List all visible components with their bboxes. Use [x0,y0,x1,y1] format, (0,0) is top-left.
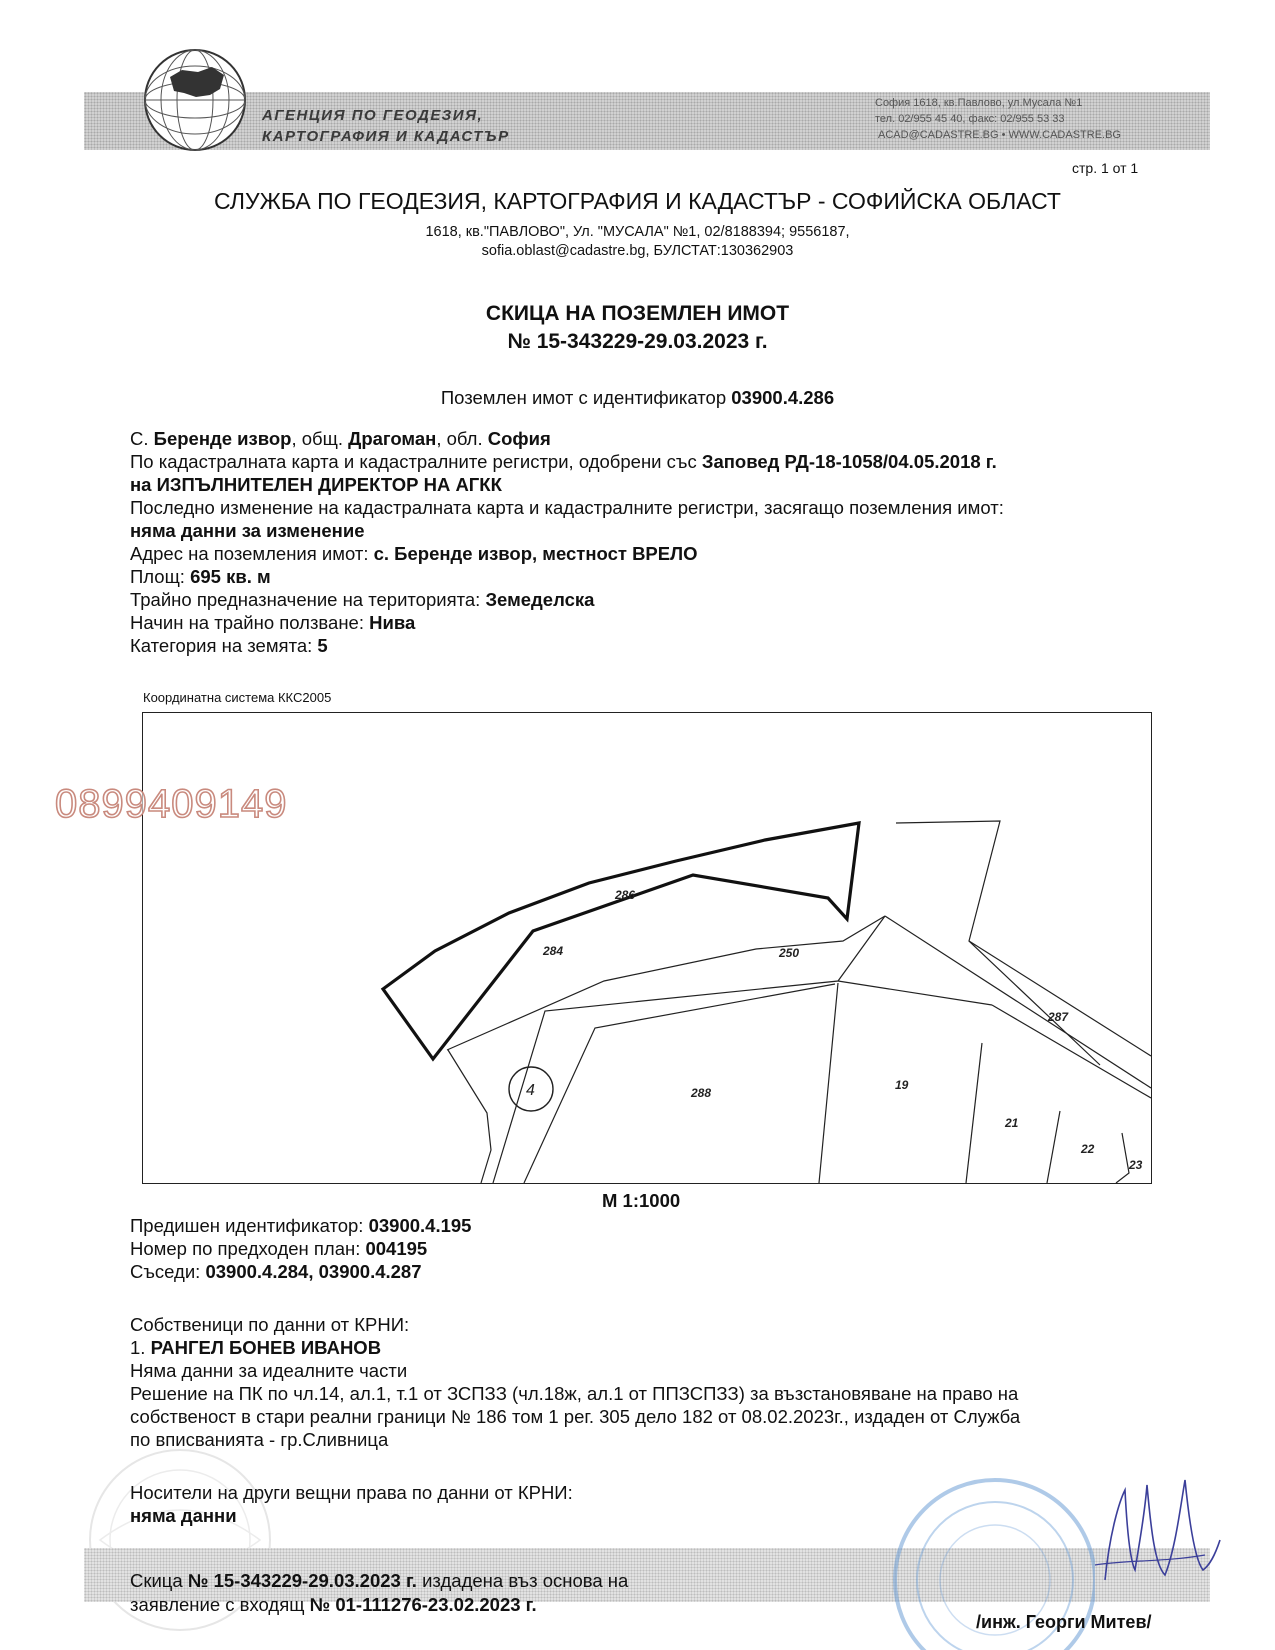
parcel-label-22: 22 [1081,1142,1095,1156]
parcel-label-288: 288 [691,1086,712,1100]
page-number: стр. 1 от 1 [1072,160,1139,176]
other-rights-heading: Носители на други вещни права по данни от КРНИ: [130,1482,573,1503]
agency-name-line2: КАРТОГРАФИЯ И КАДАСТЪР [262,128,510,145]
other-rights-text: няма данни [130,1505,237,1526]
approval-authority [130,474,502,496]
plan-number-label: Номер по предходен план: [130,1238,361,1259]
address-value: с. Беренде извор, местност ВРЕЛО [373,543,698,564]
parcel-boundary-lower-right [992,1005,1151,1098]
signatory-name: /инж. Георги Митев/ [976,1612,1152,1632]
approval-authority-text: на ИЗПЪЛНИТЕЛЕН ДИРЕКТОР НА АГКК [130,474,502,495]
map-drawing [143,713,1151,1183]
parcel-label-287: 287 [1048,1010,1069,1024]
phone-number-overlay: 0899409149 [55,782,288,826]
parcel-boundary-288-right [838,981,992,1005]
document-number: № 15-343229-29.03.2023 г. [507,330,768,353]
neighbours-value: 03900.4.284, 03900.4.287 [205,1261,422,1282]
signature [1085,1470,1225,1600]
area-line [130,566,271,588]
office-address-line2: sofia.oblast@cadastre.bg, БУЛСТАТ:130362903 [481,243,794,259]
owner-index: 1. [130,1337,146,1358]
document-title: СКИЦА НА ПОЗЕМЛЕН ИМОТ [485,302,790,325]
purpose-label: Трайно предназначение на територията: [130,589,481,610]
location-sep1: , общ. [291,428,343,449]
usage-label: Начин на трайно ползване: [130,612,364,633]
parcel-boundary-22 [1047,1111,1060,1183]
area-value: 695 кв. м [190,566,271,587]
parcel-label-284: 284 [543,944,564,958]
agency-phone-fax: тел. 02/955 45 40, факс: 02/955 53 33 [875,113,1065,125]
issued-number: № 15-343229-29.03.2023 г. [187,1570,417,1591]
usage-value: Нива [369,612,416,633]
parcel-label-250: 250 [779,946,800,960]
application-number: № 01-111276-23.02.2023 г. [309,1594,537,1615]
location-prefix: С. [130,428,149,449]
parcel-boundary-23 [1116,1133,1129,1183]
application-line [130,1594,537,1616]
category-value: 5 [317,635,328,656]
agency-address: София 1618, кв.Павлово, ул.Мусала №1 [875,97,1083,109]
region-name: София [487,428,551,449]
address-label: Адрес на поземления имот: [130,543,369,564]
address-line [130,543,698,565]
parcel-boundary-21 [966,1043,982,1183]
other-rights-value [130,1505,237,1527]
parcel-boundary-288-inner [524,984,835,1183]
issued-line [130,1570,628,1592]
agency-globe-logo [140,45,250,155]
municipality-name: Драгоман [348,428,437,449]
owner-shares: Няма данни за идеалните части [130,1360,408,1381]
category-label: Категория на земята: [130,635,313,656]
category-line [130,635,328,657]
plan-number-line [130,1238,427,1260]
parcel-label-21: 21 [1005,1116,1019,1130]
parcel-label-286: 286 [615,888,636,902]
issued-suffix: издадена въз основа на [422,1570,629,1591]
last-change-value [130,520,365,542]
approval-label: По кадастралната карта и кадастралните регистри, одобрени със [130,451,697,472]
purpose-value: Земеделска [485,589,595,610]
decision-line3: по вписванията - гр.Сливница [130,1429,389,1450]
identifier-value: 03900.4.286 [731,387,835,408]
agency-name-line1: АГЕНЦИЯ ПО ГЕОДЕЗИЯ, [262,107,484,124]
cadastral-map [142,712,1152,1184]
last-change-text: няма данни за изменение [130,520,365,541]
parcel-boundary-287-outer [969,941,1151,1056]
coordinate-system-label: Координатна система ККС2005 [143,690,332,705]
parcel-label-4: 4 [526,1082,535,1099]
parcel-boundary-19 [819,983,838,1183]
neighbours-line [130,1261,422,1283]
village-name: Беренде извор [153,428,292,449]
parcel-label-19: 19 [895,1078,909,1092]
location-line [130,428,551,450]
previous-identifier-value: 03900.4.195 [368,1215,472,1236]
owners-heading: Собственици по данни от КРНИ: [130,1314,410,1335]
map-scale: М 1:1000 [602,1190,681,1211]
previous-identifier-label: Предишен идентификатор: [130,1215,364,1236]
agency-email-web: ACAD@CADASTRE.BG • WWW.CADASTRE.BG [878,129,1121,141]
usage-line [130,612,415,634]
previous-identifier-line [130,1215,471,1237]
parcel-label-23: 23 [1129,1158,1143,1172]
identifier-line [0,387,1275,409]
decision-line2: собственост в стари реални граници № 186 том 1 рег. 305 дело 182 от 08.02.2023г., издаден от Служба [130,1406,1021,1427]
application-prefix: заявление с входящ [130,1594,305,1615]
decision-line1: Решение на ПК по чл.14, ал.1, т.1 от ЗСПЗЗ (чл.18ж, ал.1 от ППЗСПЗЗ) за възстановяване на право на [130,1383,1019,1404]
last-change-label: Последно изменение на кадастралната карта и кадастралните регистри, засягащо поземления имот: [130,497,1004,518]
approval-order: Заповед РД-18-1058/04.05.2018 г. [701,451,997,472]
identifier-label: Поземлен имот с идентификатор [440,387,727,408]
parcel-boundary-250-lower [448,1050,491,1183]
parcel-boundary-287-inner [885,916,1151,1088]
office-title: СЛУЖБА ПО ГЕОДЕЗИЯ, КАРТОГРАФИЯ И КАДАСТЪР - СОФИЙСКА ОБЛАСТ [214,188,1061,214]
plan-number-value: 004195 [365,1238,428,1259]
neighbours-label: Съседи: [130,1261,201,1282]
issued-prefix: Скица [130,1570,183,1591]
owner-entry [130,1337,381,1359]
owner-name: РАНГЕЛ БОНЕВ ИВАНОВ [150,1337,382,1358]
purpose-line [130,589,594,611]
area-label: Площ: [130,566,185,587]
location-sep2: , обл. [436,428,483,449]
approval-line [130,451,997,473]
office-address-line1: 1618, кв."ПАВЛОВО", Ул. "МУСАЛА" №1, 02/8188394; 9556187, [425,224,850,240]
